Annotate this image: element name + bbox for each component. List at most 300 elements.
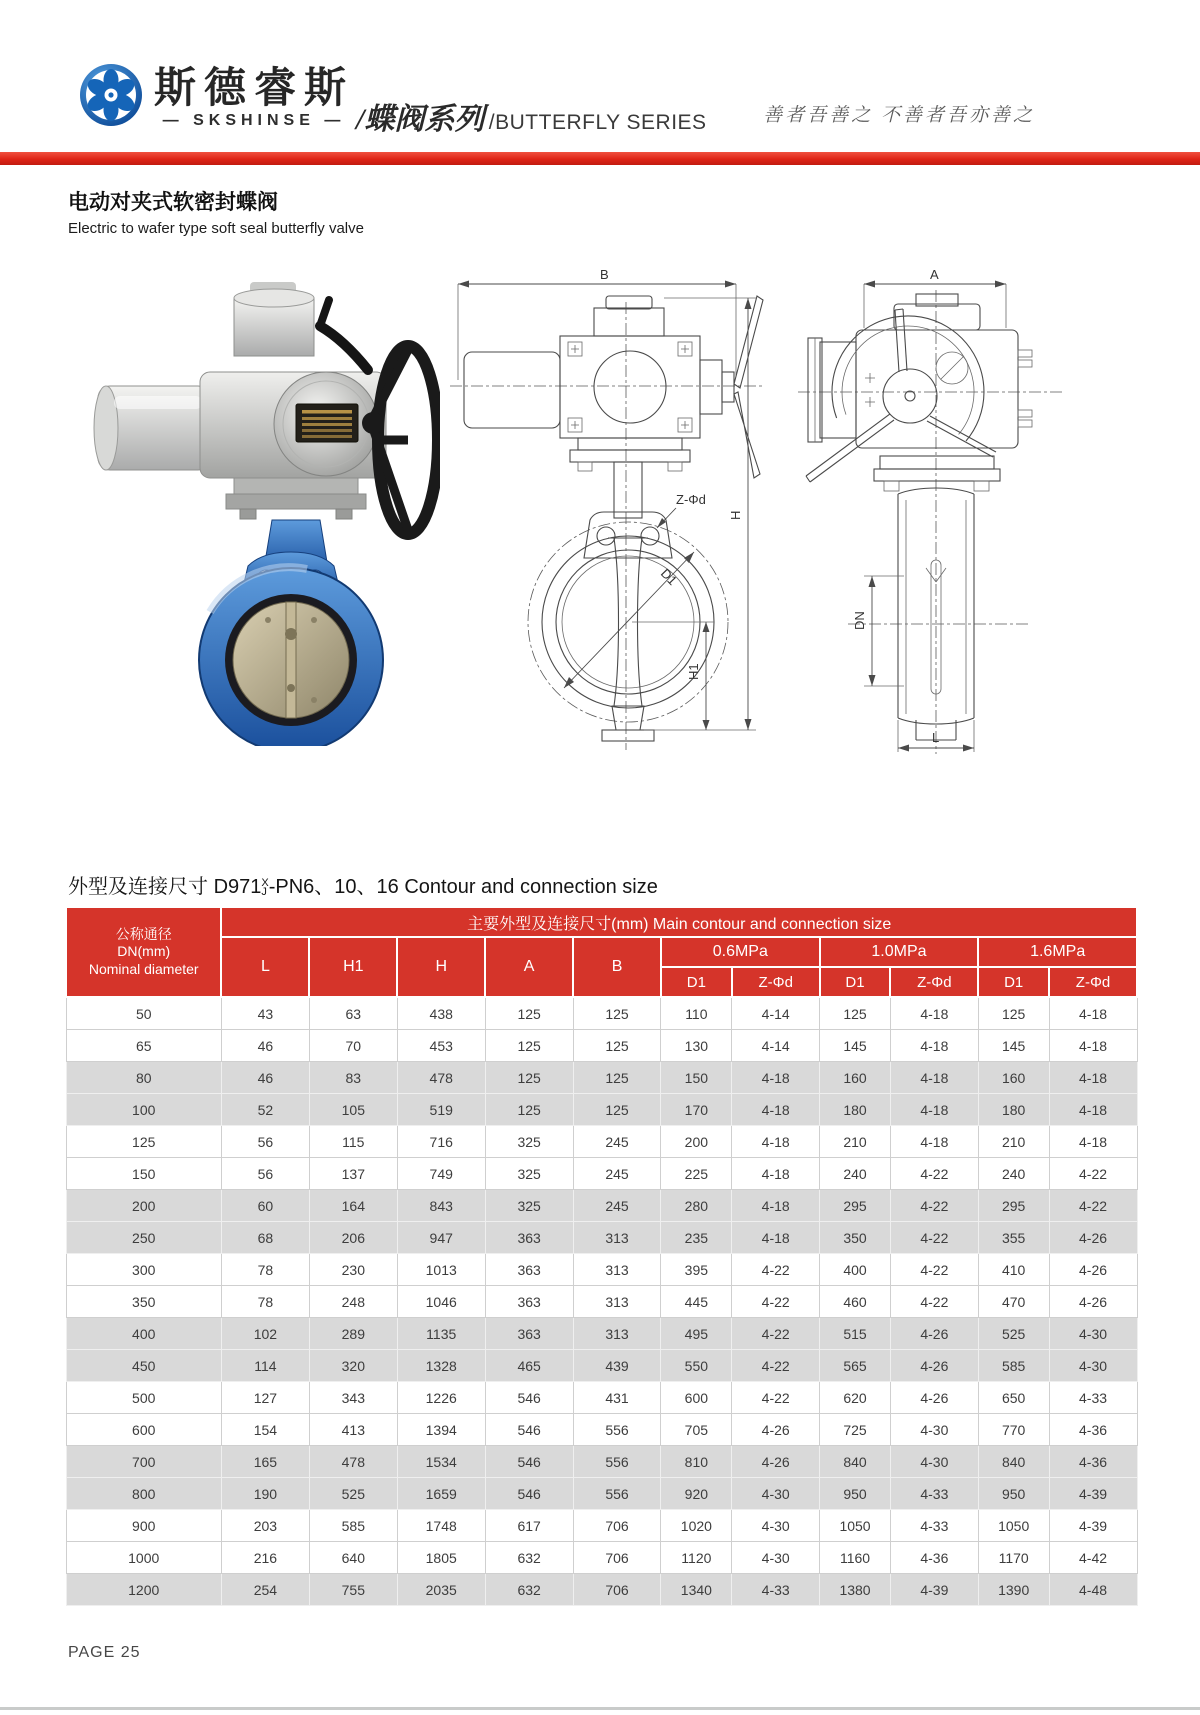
cell-value: 56 xyxy=(221,1126,309,1158)
cell-value: 115 xyxy=(309,1126,397,1158)
cell-value: 363 xyxy=(485,1286,573,1318)
cell-value: 83 xyxy=(309,1062,397,1094)
cell-value: 840 xyxy=(820,1446,891,1478)
cell-value: 4-30 xyxy=(732,1510,820,1542)
cell-value: 313 xyxy=(573,1254,661,1286)
centerlines xyxy=(450,302,764,750)
dim-label-h1: H1 xyxy=(686,663,701,680)
cell-value: 225 xyxy=(661,1158,732,1190)
cell-value: 749 xyxy=(397,1158,485,1190)
product-title-en: Electric to wafer type soft seal butterfly valve xyxy=(68,220,364,237)
cell-value: 1748 xyxy=(397,1510,485,1542)
cell-value: 1659 xyxy=(397,1478,485,1510)
table-row xyxy=(66,1350,1137,1382)
cell-value: 210 xyxy=(820,1126,891,1158)
cell-value: 1120 xyxy=(661,1542,732,1574)
cell-value: 4-14 xyxy=(732,1030,820,1062)
cell-value: 413 xyxy=(309,1414,397,1446)
table-row xyxy=(66,1254,1137,1286)
cell-value: 245 xyxy=(573,1190,661,1222)
cell-value: 1226 xyxy=(397,1382,485,1414)
brand-block xyxy=(154,66,354,130)
valve-outline xyxy=(528,438,728,741)
cell-value: 453 xyxy=(397,1030,485,1062)
cell-value: 4-36 xyxy=(1049,1414,1137,1446)
table-row xyxy=(66,1126,1137,1158)
cell-value: 4-33 xyxy=(1049,1382,1137,1414)
product-title-cn: 电动对夹式软密封蝶阀 xyxy=(68,191,278,214)
cell-dn: 65 xyxy=(66,1030,221,1062)
cell-value: 4-18 xyxy=(732,1190,820,1222)
col-header-B: B xyxy=(573,937,661,997)
cell-value: 203 xyxy=(221,1510,309,1542)
cell-value: 460 xyxy=(820,1286,891,1318)
table-row xyxy=(66,997,1137,1030)
footer-divider xyxy=(0,1707,1200,1710)
cell-value: 130 xyxy=(661,1030,732,1062)
col-header-H1: H1 xyxy=(309,937,397,997)
cell-value: 755 xyxy=(309,1574,397,1606)
cell-value: 363 xyxy=(485,1254,573,1286)
valve-outline xyxy=(874,456,1000,740)
dim-label-zfd: Z-Φd xyxy=(676,492,706,507)
table-row xyxy=(66,1222,1137,1254)
cell-value: 165 xyxy=(221,1446,309,1478)
cell-value: 4-33 xyxy=(890,1478,978,1510)
cell-value: 632 xyxy=(485,1574,573,1606)
cell-dn: 900 xyxy=(66,1510,221,1542)
cell-value: 4-18 xyxy=(1049,1094,1137,1126)
cell-value: 206 xyxy=(309,1222,397,1254)
cell-value: 280 xyxy=(661,1190,732,1222)
dimension-h1 xyxy=(632,622,756,730)
cell-value: 4-26 xyxy=(732,1446,820,1478)
cell-value: 125 xyxy=(485,1062,573,1094)
cell-value: 68 xyxy=(221,1222,309,1254)
cell-value: 4-26 xyxy=(890,1318,978,1350)
cell-value: 4-18 xyxy=(890,1094,978,1126)
cell-dn: 600 xyxy=(66,1414,221,1446)
header-divider-bar xyxy=(0,152,1200,165)
cell-dn: 100 xyxy=(66,1094,221,1126)
cell-value: 439 xyxy=(573,1350,661,1382)
cell-value: 585 xyxy=(309,1510,397,1542)
cell-value: 478 xyxy=(397,1062,485,1094)
sub-header-zfd: Z-Φd xyxy=(890,967,978,997)
product-title-block xyxy=(68,186,364,237)
sub-header-d1: D1 xyxy=(820,967,891,997)
cell-value: 245 xyxy=(573,1158,661,1190)
cell-value: 431 xyxy=(573,1382,661,1414)
sub-header-d1: D1 xyxy=(661,967,732,997)
cell-value: 4-30 xyxy=(1049,1350,1137,1382)
cell-value: 289 xyxy=(309,1318,397,1350)
col-header-A: A xyxy=(485,937,573,997)
cell-dn: 200 xyxy=(66,1190,221,1222)
cell-value: 363 xyxy=(485,1222,573,1254)
dim-label-dn: DN xyxy=(852,611,867,630)
dimensions-table xyxy=(65,906,1138,1606)
cell-value: 295 xyxy=(978,1190,1049,1222)
cell-value: 4-22 xyxy=(732,1350,820,1382)
cell-value: 110 xyxy=(661,997,732,1030)
cell-value: 170 xyxy=(661,1094,732,1126)
cell-value: 4-18 xyxy=(890,1062,978,1094)
cell-dn: 1000 xyxy=(66,1542,221,1574)
cell-value: 164 xyxy=(309,1190,397,1222)
series-title xyxy=(356,94,707,138)
cell-value: 617 xyxy=(485,1510,573,1542)
cell-value: 465 xyxy=(485,1350,573,1382)
cell-value: 1135 xyxy=(397,1318,485,1350)
table-row xyxy=(66,1286,1137,1318)
cell-value: 1046 xyxy=(397,1286,485,1318)
cell-value: 438 xyxy=(397,997,485,1030)
cell-value: 4-18 xyxy=(732,1062,820,1094)
cell-dn: 1200 xyxy=(66,1574,221,1606)
cell-value: 4-22 xyxy=(732,1254,820,1286)
dimension-b xyxy=(458,268,736,380)
cell-value: 556 xyxy=(573,1478,661,1510)
cell-value: 350 xyxy=(820,1222,891,1254)
cell-dn: 500 xyxy=(66,1382,221,1414)
cell-value: 4-18 xyxy=(1049,1030,1137,1062)
cell-value: 4-30 xyxy=(890,1446,978,1478)
cell-value: 137 xyxy=(309,1158,397,1190)
cell-value: 556 xyxy=(573,1446,661,1478)
cell-value: 4-18 xyxy=(732,1126,820,1158)
company-logo-icon xyxy=(78,62,144,128)
cell-value: 240 xyxy=(978,1158,1049,1190)
cell-value: 4-39 xyxy=(890,1574,978,1606)
section-title-rest: -PN6、10、16 Contour and connection size xyxy=(268,876,658,898)
cell-dn: 80 xyxy=(66,1062,221,1094)
cell-value: 4-18 xyxy=(1049,997,1137,1030)
cell-value: 313 xyxy=(573,1222,661,1254)
cell-value: 546 xyxy=(485,1414,573,1446)
cell-value: 706 xyxy=(573,1574,661,1606)
table-row xyxy=(66,1382,1137,1414)
table-row xyxy=(66,1062,1137,1094)
cell-value: 150 xyxy=(661,1062,732,1094)
cell-dn: 150 xyxy=(66,1158,221,1190)
cell-value: 445 xyxy=(661,1286,732,1318)
cell-value: 325 xyxy=(485,1158,573,1190)
cell-value: 495 xyxy=(661,1318,732,1350)
cell-value: 546 xyxy=(485,1382,573,1414)
cell-value: 4-39 xyxy=(1049,1510,1137,1542)
cell-value: 52 xyxy=(221,1094,309,1126)
cell-value: 950 xyxy=(820,1478,891,1510)
cell-value: 4-18 xyxy=(732,1158,820,1190)
cell-value: 125 xyxy=(485,997,573,1030)
cell-value: 355 xyxy=(978,1222,1049,1254)
dim-label-h: H xyxy=(728,510,743,520)
cell-value: 4-18 xyxy=(890,1030,978,1062)
cell-value: 46 xyxy=(221,1030,309,1062)
cell-value: 556 xyxy=(573,1414,661,1446)
cell-value: 4-14 xyxy=(732,997,820,1030)
table-row xyxy=(66,1030,1137,1062)
group-header-16mpa: 1.6MPa xyxy=(978,937,1137,967)
front-view-drawing xyxy=(448,268,768,758)
table-row xyxy=(66,1190,1137,1222)
cell-value: 410 xyxy=(978,1254,1049,1286)
brand-name-cn: 斯德睿斯 xyxy=(154,64,355,111)
cell-value: 706 xyxy=(573,1542,661,1574)
cell-value: 4-26 xyxy=(732,1414,820,1446)
table-row xyxy=(66,1318,1137,1350)
group-header-06mpa: 0.6MPa xyxy=(661,937,820,967)
cell-value: 4-36 xyxy=(890,1542,978,1574)
cell-value: 125 xyxy=(573,997,661,1030)
cell-value: 640 xyxy=(309,1542,397,1574)
cell-value: 46 xyxy=(221,1062,309,1094)
cell-value: 1390 xyxy=(978,1574,1049,1606)
cell-value: 706 xyxy=(573,1510,661,1542)
cell-value: 770 xyxy=(978,1414,1049,1446)
table-row xyxy=(66,1094,1137,1126)
cell-value: 105 xyxy=(309,1094,397,1126)
dimension-zfd xyxy=(657,492,706,528)
cell-value: 4-26 xyxy=(1049,1222,1137,1254)
cell-value: 160 xyxy=(978,1062,1049,1094)
cell-value: 4-26 xyxy=(1049,1286,1137,1318)
col-header-L: L xyxy=(221,937,309,997)
cell-value: 1170 xyxy=(978,1542,1049,1574)
group-header-10mpa: 1.0MPa xyxy=(820,937,979,967)
cell-value: 4-22 xyxy=(890,1190,978,1222)
col-header-H: H xyxy=(397,937,485,997)
cell-value: 160 xyxy=(820,1062,891,1094)
cell-dn: 350 xyxy=(66,1286,221,1318)
cell-value: 4-30 xyxy=(732,1478,820,1510)
corner-header: 公称通径 DN(mm) Nominal diameter xyxy=(66,907,221,997)
cell-value: 4-18 xyxy=(1049,1062,1137,1094)
cell-value: 125 xyxy=(978,997,1049,1030)
cell-value: 4-18 xyxy=(1049,1126,1137,1158)
cell-value: 180 xyxy=(978,1094,1049,1126)
cell-value: 4-33 xyxy=(732,1574,820,1606)
table-row xyxy=(66,1478,1137,1510)
cell-value: 145 xyxy=(820,1030,891,1062)
cell-value: 363 xyxy=(485,1318,573,1350)
sub-header-zfd: Z-Φd xyxy=(1049,967,1137,997)
cell-value: 400 xyxy=(820,1254,891,1286)
cell-value: 4-39 xyxy=(1049,1478,1137,1510)
cell-value: 4-33 xyxy=(890,1510,978,1542)
dim-label-l: L xyxy=(932,730,940,745)
cell-value: 4-22 xyxy=(890,1254,978,1286)
cell-value: 1050 xyxy=(978,1510,1049,1542)
cell-value: 216 xyxy=(221,1542,309,1574)
cell-value: 4-48 xyxy=(1049,1574,1137,1606)
table-row xyxy=(66,1510,1137,1542)
cell-value: 1020 xyxy=(661,1510,732,1542)
cell-value: 4-22 xyxy=(732,1318,820,1350)
cell-value: 478 xyxy=(309,1446,397,1478)
cell-value: 4-26 xyxy=(890,1382,978,1414)
cell-value: 190 xyxy=(221,1478,309,1510)
cell-value: 4-18 xyxy=(732,1094,820,1126)
dimension-d1 xyxy=(564,552,694,688)
section-title-cn: 外型及连接尺寸 xyxy=(68,876,208,898)
cell-value: 515 xyxy=(820,1318,891,1350)
cell-value: 240 xyxy=(820,1158,891,1190)
main-header: 主要外型及连接尺寸(mm) Main contour and connection size xyxy=(221,907,1137,937)
cell-value: 600 xyxy=(661,1382,732,1414)
cell-dn: 400 xyxy=(66,1318,221,1350)
dim-label-a: A xyxy=(930,268,939,282)
cell-value: 585 xyxy=(978,1350,1049,1382)
cell-value: 78 xyxy=(221,1286,309,1318)
cell-dn: 700 xyxy=(66,1446,221,1478)
cell-value: 4-22 xyxy=(732,1286,820,1318)
model-code: D971 xyxy=(213,876,262,898)
cell-value: 154 xyxy=(221,1414,309,1446)
cell-value: 650 xyxy=(978,1382,1049,1414)
dimension-dn xyxy=(852,576,904,686)
actuator-photo xyxy=(94,282,386,478)
cell-value: 343 xyxy=(309,1382,397,1414)
cell-dn: 300 xyxy=(66,1254,221,1286)
cell-value: 1160 xyxy=(820,1542,891,1574)
cell-value: 1013 xyxy=(397,1254,485,1286)
header-motto: 善者吾善之 不善者吾亦善之 xyxy=(763,105,1035,126)
cell-value: 519 xyxy=(397,1094,485,1126)
cell-value: 1340 xyxy=(661,1574,732,1606)
table-body xyxy=(66,997,1137,1606)
cell-value: 920 xyxy=(661,1478,732,1510)
model-sup-sub: X J xyxy=(261,876,269,898)
page-number: PAGE 25 xyxy=(68,1644,141,1661)
cell-value: 245 xyxy=(573,1126,661,1158)
cell-value: 125 xyxy=(573,1062,661,1094)
cell-value: 395 xyxy=(661,1254,732,1286)
cell-value: 1394 xyxy=(397,1414,485,1446)
cell-value: 632 xyxy=(485,1542,573,1574)
cell-value: 180 xyxy=(820,1094,891,1126)
cell-value: 325 xyxy=(485,1126,573,1158)
cell-value: 102 xyxy=(221,1318,309,1350)
cell-value: 4-18 xyxy=(890,1126,978,1158)
cell-value: 725 xyxy=(820,1414,891,1446)
cell-value: 565 xyxy=(820,1350,891,1382)
cell-value: 620 xyxy=(820,1382,891,1414)
cell-value: 4-22 xyxy=(890,1286,978,1318)
cell-value: 125 xyxy=(485,1094,573,1126)
cell-value: 235 xyxy=(661,1222,732,1254)
cell-value: 4-26 xyxy=(890,1350,978,1382)
cell-value: 810 xyxy=(661,1446,732,1478)
cell-dn: 250 xyxy=(66,1222,221,1254)
cell-value: 840 xyxy=(978,1446,1049,1478)
side-view-drawing xyxy=(778,268,1078,758)
actuator-outline xyxy=(464,296,763,478)
cell-value: 4-30 xyxy=(732,1542,820,1574)
cell-value: 843 xyxy=(397,1190,485,1222)
cell-value: 125 xyxy=(573,1094,661,1126)
brand-name-en: — SKSHINSE — xyxy=(162,112,346,130)
cell-value: 295 xyxy=(820,1190,891,1222)
cell-value: 705 xyxy=(661,1414,732,1446)
cell-value: 145 xyxy=(978,1030,1049,1062)
cell-value: 950 xyxy=(978,1478,1049,1510)
table-row xyxy=(66,1574,1137,1606)
cell-value: 1050 xyxy=(820,1510,891,1542)
valve-photo xyxy=(62,268,440,746)
cell-value: 125 xyxy=(573,1030,661,1062)
cell-value: 470 xyxy=(978,1286,1049,1318)
cell-value: 1380 xyxy=(820,1574,891,1606)
cell-value: 4-22 xyxy=(1049,1190,1137,1222)
cell-value: 546 xyxy=(485,1478,573,1510)
cell-value: 125 xyxy=(485,1030,573,1062)
cell-value: 4-18 xyxy=(890,997,978,1030)
cell-value: 56 xyxy=(221,1158,309,1190)
cell-value: 70 xyxy=(309,1030,397,1062)
cell-value: 230 xyxy=(309,1254,397,1286)
cell-value: 4-26 xyxy=(1049,1254,1137,1286)
cell-value: 4-30 xyxy=(890,1414,978,1446)
cell-value: 63 xyxy=(309,997,397,1030)
cell-value: 4-22 xyxy=(890,1222,978,1254)
cell-value: 127 xyxy=(221,1382,309,1414)
cell-value: 525 xyxy=(978,1318,1049,1350)
cell-value: 4-36 xyxy=(1049,1446,1137,1478)
cell-dn: 450 xyxy=(66,1350,221,1382)
cell-value: 546 xyxy=(485,1446,573,1478)
cell-value: 254 xyxy=(221,1574,309,1606)
table-row xyxy=(66,1446,1137,1478)
cell-value: 4-42 xyxy=(1049,1542,1137,1574)
cell-value: 320 xyxy=(309,1350,397,1382)
cell-value: 78 xyxy=(221,1254,309,1286)
cell-value: 313 xyxy=(573,1318,661,1350)
cell-value: 313 xyxy=(573,1286,661,1318)
cell-value: 1328 xyxy=(397,1350,485,1382)
table-row xyxy=(66,1158,1137,1190)
series-title-cn: /蝶阀系列 xyxy=(356,103,485,136)
cell-value: 1534 xyxy=(397,1446,485,1478)
cell-value: 550 xyxy=(661,1350,732,1382)
cell-value: 4-22 xyxy=(732,1382,820,1414)
cell-value: 60 xyxy=(221,1190,309,1222)
cell-value: 4-22 xyxy=(1049,1158,1137,1190)
cell-value: 325 xyxy=(485,1190,573,1222)
dim-label-b: B xyxy=(600,268,609,282)
sub-header-zfd: Z-Φd xyxy=(732,967,820,997)
cell-value: 716 xyxy=(397,1126,485,1158)
cell-dn: 125 xyxy=(66,1126,221,1158)
cell-value: 200 xyxy=(661,1126,732,1158)
cell-value: 43 xyxy=(221,997,309,1030)
cell-value: 125 xyxy=(820,997,891,1030)
cell-value: 210 xyxy=(978,1126,1049,1158)
cell-value: 1805 xyxy=(397,1542,485,1574)
valve-body-photo xyxy=(199,478,383,746)
cell-dn: 800 xyxy=(66,1478,221,1510)
cell-value: 947 xyxy=(397,1222,485,1254)
cell-value: 4-22 xyxy=(890,1158,978,1190)
cell-value: 4-18 xyxy=(732,1222,820,1254)
cell-value: 114 xyxy=(221,1350,309,1382)
table-row xyxy=(66,1542,1137,1574)
series-title-en: /BUTTERFLY SERIES xyxy=(488,111,707,134)
cell-dn: 50 xyxy=(66,997,221,1030)
sub-header-d1: D1 xyxy=(978,967,1049,997)
dim-label-d1: D1 xyxy=(657,565,681,589)
